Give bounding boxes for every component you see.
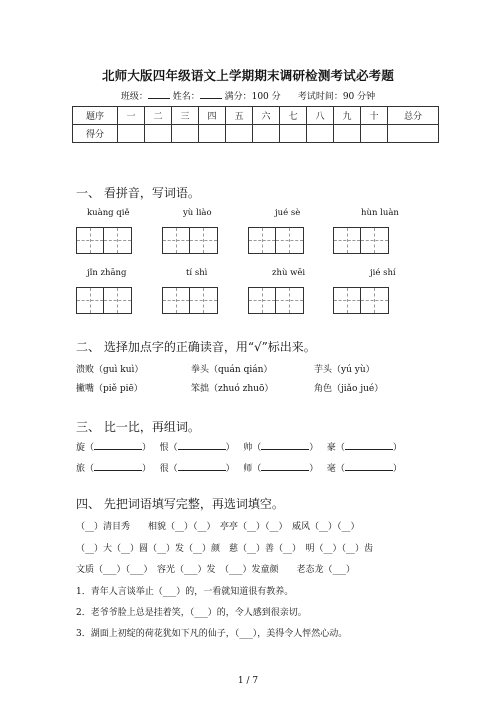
score-header-row xyxy=(73,107,439,125)
reading-option[interactable]: 角色（jiǎo jué） xyxy=(314,384,384,394)
score-cell[interactable] xyxy=(334,125,361,143)
fill-question[interactable]: 2．老爷爷脸上总是挂着笑，（___）的，令人感到很亲切。 xyxy=(76,608,307,618)
score-value-row xyxy=(73,125,439,143)
section1-heading: 一、 看拼音，写词语。 xyxy=(76,186,200,200)
answer-blank[interactable] xyxy=(178,440,226,450)
name-blank[interactable] xyxy=(200,89,222,99)
answer-blank[interactable] xyxy=(94,440,142,450)
table-cell: 三 xyxy=(172,107,199,125)
table-cell: 一 xyxy=(118,107,145,125)
score-cell[interactable] xyxy=(226,125,253,143)
table-cell: 九 xyxy=(334,107,361,125)
idiom-line[interactable]: 文质（___）（___） 容光（___）发 （___）发童颜 老态龙（___） xyxy=(76,565,356,575)
full-score: 满分：100 分 xyxy=(224,92,281,102)
idiom-line[interactable]: （__）清目秀 相貌（__）（__） 亭亭（__）（__） 威风（__）（__） xyxy=(76,522,360,532)
writing-grid[interactable] xyxy=(333,287,389,314)
section3-heading: 三、 比一比，再组词。 xyxy=(76,420,200,434)
fill-question[interactable]: 1．青年人言谈举止（___）的，一看就知道很有教养。 xyxy=(76,587,294,597)
score-cell[interactable] xyxy=(172,125,199,143)
pinyin-label: hùn luàn xyxy=(361,208,399,218)
score-cell[interactable] xyxy=(280,125,307,143)
pinyin-label: yù liào xyxy=(183,208,212,218)
fill-question[interactable]: 3．湖面上初绽的荷花犹如下凡的仙子，（___），美得令人怦然心动。 xyxy=(76,629,348,639)
writing-grid[interactable] xyxy=(76,287,132,314)
reading-option[interactable]: 拳头（quán qián） xyxy=(191,365,273,375)
table-cell: 总分 xyxy=(388,107,439,125)
table-cell: 五 xyxy=(226,107,253,125)
score-cell[interactable] xyxy=(118,125,145,143)
reading-option[interactable]: 芋头（yú yù） xyxy=(314,365,375,375)
table-cell: 得分 xyxy=(73,125,118,143)
page-title: 北师大版四年级语文上学期期末调研检测考试必考题 xyxy=(101,68,395,83)
table-cell: 八 xyxy=(307,107,334,125)
answer-blank[interactable] xyxy=(178,461,226,471)
char-open: 毫（ xyxy=(326,464,345,474)
table-cell: 题序 xyxy=(73,107,118,125)
writing-grid[interactable] xyxy=(248,227,304,254)
reading-option[interactable]: 撇嘴（piě piē） xyxy=(76,384,143,394)
compare-row xyxy=(76,461,402,474)
answer-blank[interactable] xyxy=(94,461,142,471)
char-open: 恨（ xyxy=(159,443,178,453)
pinyin-label: jǐn zhāng xyxy=(87,268,127,278)
char-close: ） xyxy=(309,443,319,453)
score-cell[interactable] xyxy=(253,125,280,143)
writing-grid[interactable] xyxy=(76,227,132,254)
char-close: ） xyxy=(309,464,319,474)
char-close: ） xyxy=(142,443,152,453)
score-cell[interactable] xyxy=(199,125,226,143)
score-table xyxy=(72,106,439,143)
answer-blank[interactable] xyxy=(261,461,309,471)
compare-row xyxy=(76,440,402,453)
answer-blank[interactable] xyxy=(345,440,393,450)
class-label: 班级： xyxy=(120,92,148,102)
pinyin-label: kuàng qiě xyxy=(87,208,130,218)
exam-time: 考试时间：90 分钟 xyxy=(297,92,376,102)
reading-option[interactable]: 溃败（guì kuì） xyxy=(76,365,144,375)
table-cell: 十 xyxy=(361,107,388,125)
idiom-line[interactable]: （__）大（__）圆（__）发（__）颜 慈（__）善（__） 明（__）（__）齿 xyxy=(76,544,374,554)
name-label: 姓名： xyxy=(172,92,200,102)
pinyin-label: tí shì xyxy=(186,268,208,278)
writing-grid[interactable] xyxy=(248,287,304,314)
pinyin-label: zhù wēi xyxy=(272,268,306,278)
score-cell[interactable] xyxy=(361,125,388,143)
char-open: 帅（ xyxy=(243,443,262,453)
answer-blank[interactable] xyxy=(261,440,309,450)
class-blank[interactable] xyxy=(148,89,170,99)
exam-info xyxy=(0,89,496,102)
char-open: 师（ xyxy=(243,464,262,474)
char-open: 豪（ xyxy=(326,443,345,453)
char-close: ） xyxy=(225,464,235,474)
char-open: 很（ xyxy=(159,464,178,474)
writing-grid[interactable] xyxy=(162,287,218,314)
table-cell: 六 xyxy=(253,107,280,125)
char-close: ） xyxy=(225,443,235,453)
char-open: 旅（ xyxy=(76,464,95,474)
page-number: 1 / 7 xyxy=(237,676,259,686)
table-cell: 七 xyxy=(280,107,307,125)
score-cell[interactable] xyxy=(307,125,334,143)
section2-heading: 二、 选择加点字的正确读音，用“√”标出来。 xyxy=(76,340,316,354)
table-cell: 四 xyxy=(199,107,226,125)
table-cell: 二 xyxy=(145,107,172,125)
writing-grid[interactable] xyxy=(333,227,389,254)
char-close: ） xyxy=(392,464,402,474)
reading-option[interactable]: 笨拙（zhuó zhuō） xyxy=(191,384,274,394)
pinyin-label: jué sè xyxy=(275,208,301,218)
pinyin-label: jié shí xyxy=(370,268,396,278)
char-open: 旋（ xyxy=(76,443,95,453)
char-close: ） xyxy=(142,464,152,474)
writing-grid[interactable] xyxy=(162,227,218,254)
char-close: ） xyxy=(392,443,402,453)
score-cell[interactable] xyxy=(388,125,439,143)
answer-blank[interactable] xyxy=(345,461,393,471)
score-cell[interactable] xyxy=(145,125,172,143)
section4-heading: 四、 先把词语填写完整，再选词填空。 xyxy=(76,497,284,511)
